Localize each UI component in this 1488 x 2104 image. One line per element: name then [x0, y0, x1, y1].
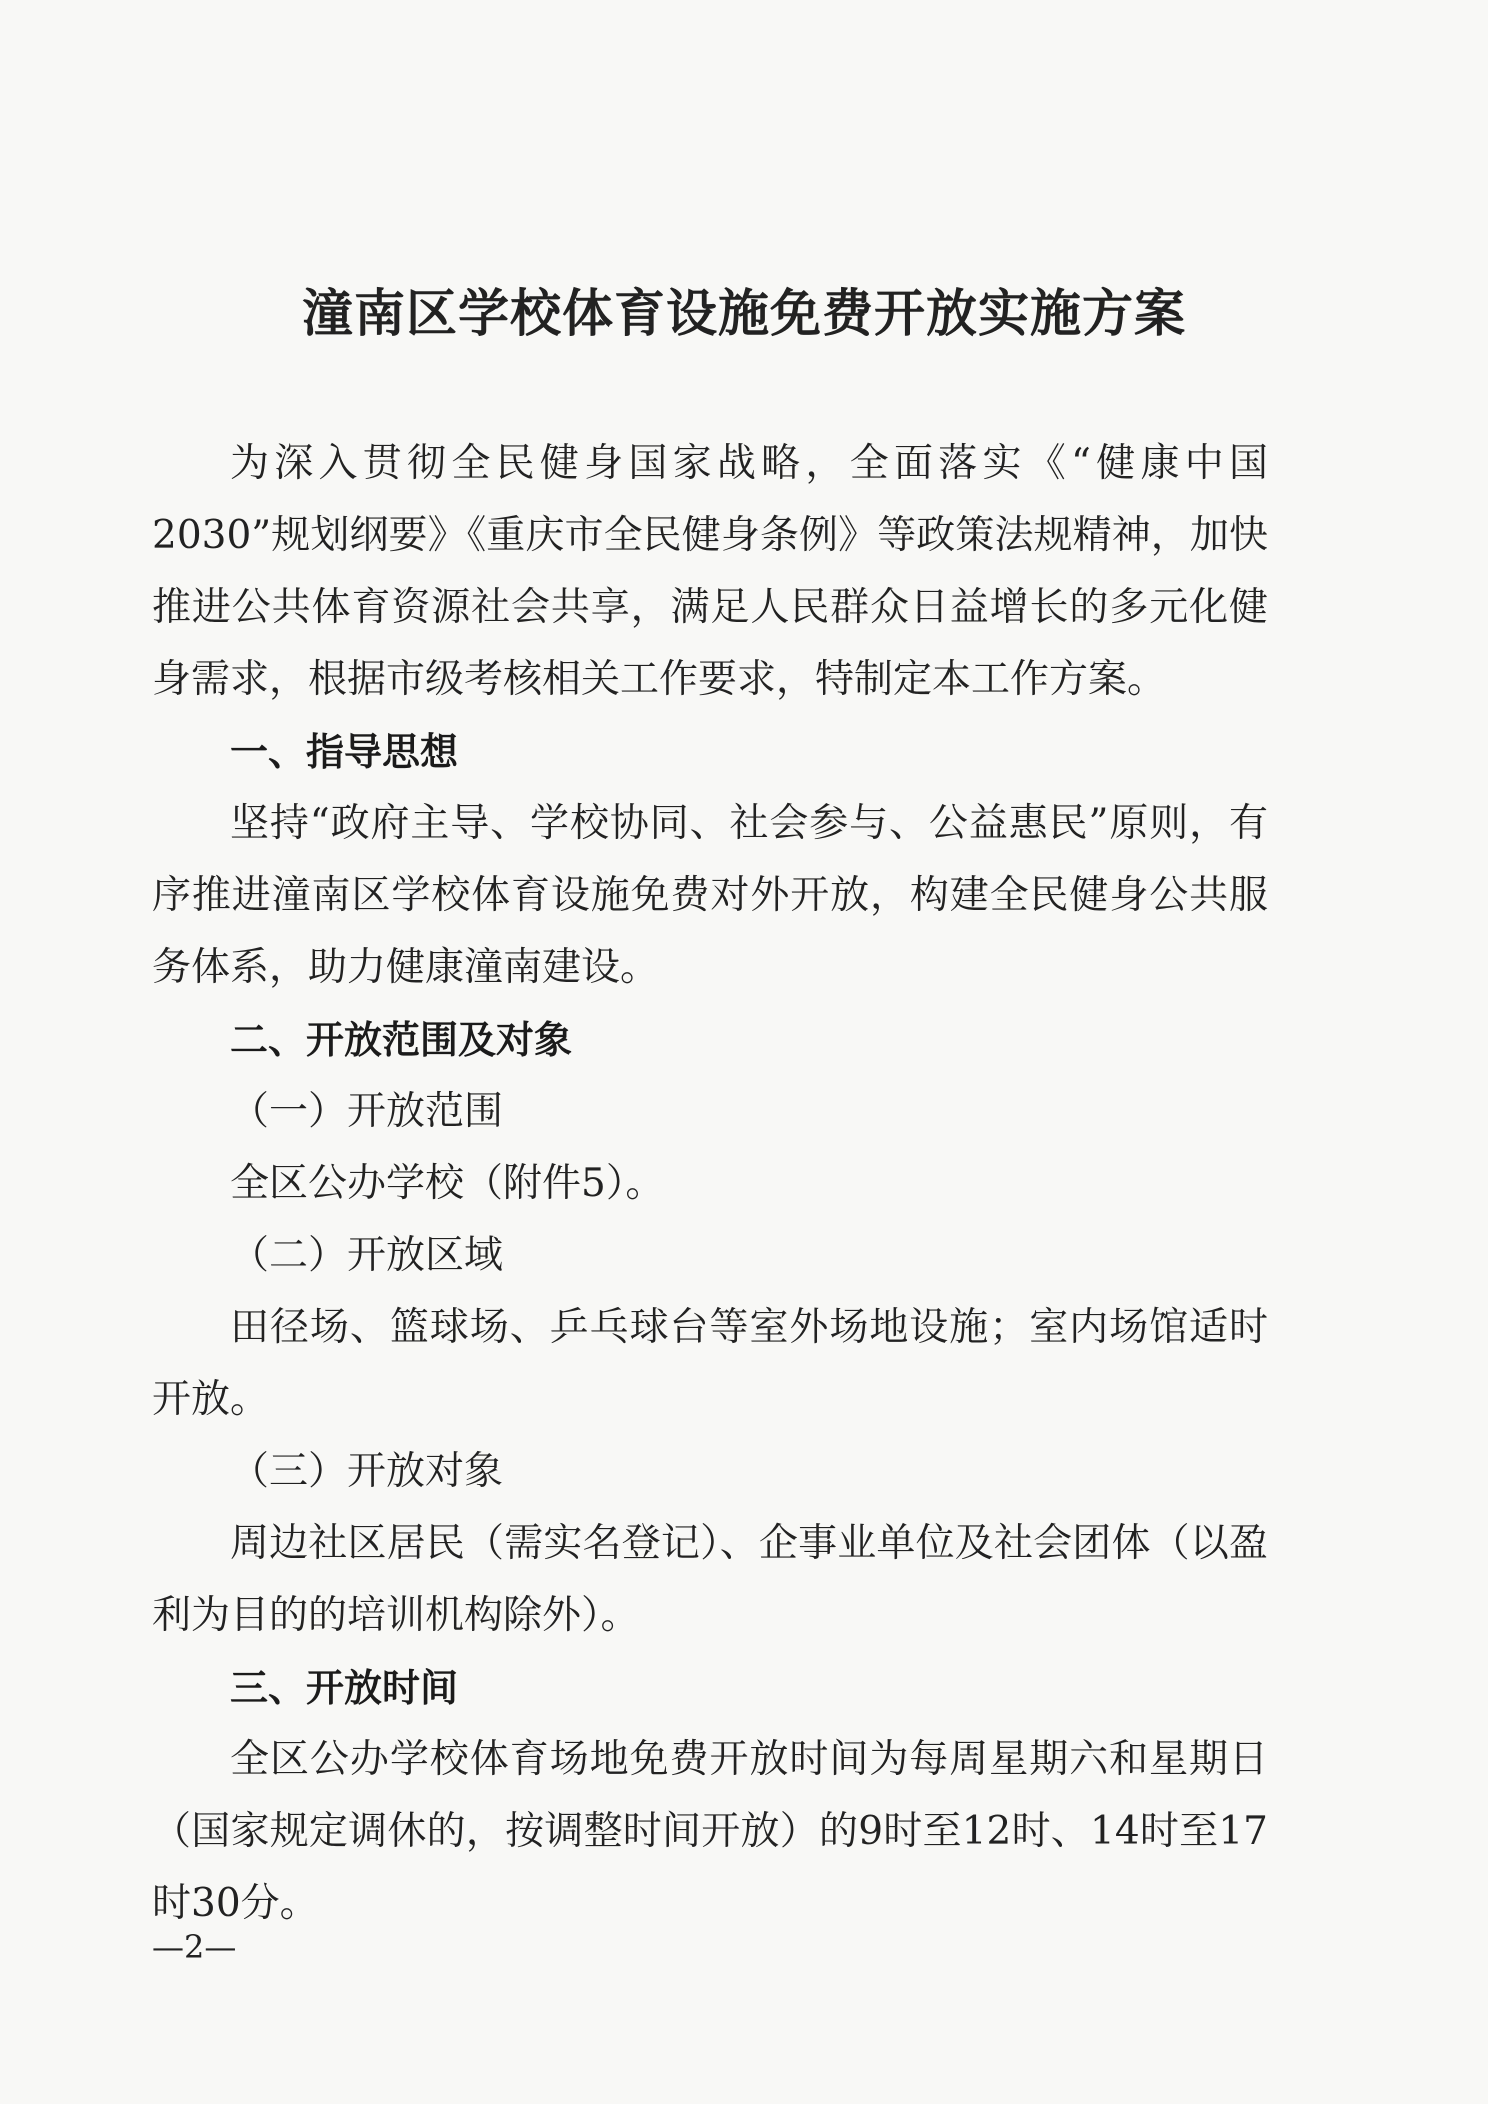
section-2-sub-3-heading: （三）开放对象 — [230, 1449, 504, 1494]
intro-paragraph: 为深入贯彻全民健身国家战略，全面落实《“健康中国2030”规划纲要》《重庆市全民健身条例》等政策法规精神，加快推进公共体育资源社会共享，满足人民群众日益增长的多元化健身需求，根据市级考核相关工作要求，特制定本工作方案。 — [152, 441, 1268, 702]
section-2-sub-2-text: 田径场、篮球场、乒乓球台等室外场地设施；室内场馆适时开放。 — [152, 1305, 1268, 1422]
section-2-heading: 二、开放范围及对象 — [230, 1018, 573, 1062]
section-2-sub-1-heading: （一）开放范围 — [230, 1089, 504, 1134]
section-1-text: 坚持“政府主导、学校协同、社会参与、公益惠民”原则，有序推进潼南区学校体育设施免费对外开放，构建全民健身公共服务体系，助力健康潼南建设。 — [152, 801, 1268, 990]
section-1-heading: 一、指导思想 — [230, 730, 459, 774]
document-title: 潼南区学校体育设施免费开放实施方案 — [301, 285, 1186, 344]
page-number: —2— — [152, 1928, 237, 1966]
section-2-sub-3-text: 周边社区居民（需实名登记）、企事业单位及社会团体（以盈利为目的的培训机构除外）。 — [152, 1521, 1268, 1638]
section-2-sub-1-text: 全区公办学校（附件5）。 — [230, 1161, 665, 1206]
section-2-sub-2-heading: （二）开放区域 — [230, 1233, 504, 1278]
section-3-text: 全区公办学校体育场地免费开放时间为每周星期六和星期日（国家规定调休的，按调整时间开放）的9时至12时、14时至17时30分。 — [152, 1737, 1268, 1926]
document-body — [152, 428, 1268, 1940]
section-3-heading: 三、开放时间 — [230, 1666, 459, 1710]
